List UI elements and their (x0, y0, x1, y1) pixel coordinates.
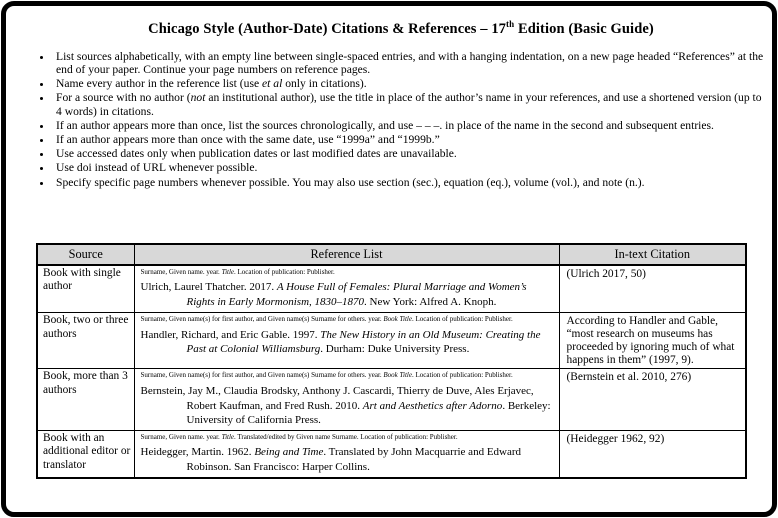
table-header-row (37, 244, 746, 265)
guideline-item: • If an author appears more than once with the same date, use “1999a” and “1999b.” (53, 133, 766, 146)
citation-format-template: Surname, Given name. year. Title. Translated/edited by Given name Surname. Location of publication: Publisher. (140, 433, 458, 442)
table-row-book-editor-translator (37, 431, 746, 478)
source-type-cell: Book with single author (37, 265, 134, 313)
guideline-item: • List sources alphabetically, with an empty line between single-spaced entries, and with a hanging indentation, on a new page headed “References” at the end of your paper. Continue your page numbers on reference pages. (53, 50, 766, 76)
column-header-intext-citation: In-text Citation (559, 244, 746, 265)
citation-table (36, 243, 747, 479)
reference-entry: Heidegger, Martin. 1962. Being and Time. Translated by John Macquarrie and Edward Robinson. San Francisco: Harper Collins. (140, 446, 522, 474)
intext-citation-cell: According to Handler and Gable, “most research on museums has proceeded by ignoring much of what happens in them” (1997, 9). (559, 313, 746, 369)
citation-format-template: Surname, Given name(s) for first author, and Given name(s) Surname for others. year. Book Title. Location of publication: Publisher. (140, 315, 513, 324)
table-row-book-single-author (37, 265, 746, 313)
page-title: Chicago Style (Author-Date) Citations & References – 17th Edition (Basic Guide) (148, 19, 654, 37)
reference-list-cell (134, 369, 559, 431)
reference-entry: Bernstein, Jay M., Claudia Brodsky, Anthony J. Cascardi, Thierry de Duve, Ales Erjavec, Robert Kaufman, and Fred Rush. 2010. Art and Aesthetics after Adorno. Berkeley: University of California Press. (140, 384, 551, 427)
guideline-item: • Name every author in the reference list (use et al only in citations). (53, 77, 766, 90)
column-header-reference-list: Reference List (134, 244, 559, 265)
citation-format-template: Surname, Given name. year. Title. Location of publication: Publisher. (140, 267, 335, 276)
reference-entry: Ulrich, Laurel Thatcher. 2017. A House Full of Females: Plural Marriage and Women’s Rights in Early Mormonism, 1830–1870. New York: Alfred A. Knoph. (140, 281, 527, 308)
intext-citation-cell: (Heidegger 1962, 92) (559, 431, 746, 478)
reference-entry: Handler, Richard, and Eric Gable. 1997. The New History in an Old Museum: Creating the Past at Colonial Williamsburg. Durham: Duke University Press. (140, 328, 541, 356)
table-row-book-two-three-authors (37, 313, 746, 369)
table-row-book-more-than-3-authors (37, 369, 746, 431)
source-type-cell: Book, more than 3 authors (37, 369, 134, 431)
intext-citation-cell: (Ulrich 2017, 50) (559, 265, 746, 313)
guideline-item: • Specify specific page numbers whenever possible. You may also use section (sec.), equation (eq.), volume (vol.), and note (n.). (53, 176, 766, 189)
reference-list-cell (134, 313, 559, 369)
citation-format-template: Surname, Given name(s) for first author, and Given name(s) Surname for others. year. Book Title. Location of publication: Publisher. (140, 371, 513, 380)
intext-citation-cell: (Bernstein et al. 2010, 276) (559, 369, 746, 431)
column-header-source: Source (37, 244, 134, 265)
guideline-item: • Use doi instead of URL whenever possible. (53, 161, 766, 174)
guideline-item: • For a source with no author (not an institutional author), use the title in place of the author’s name in your references, and use a shortened version (up to 4 words) in citations. (53, 91, 766, 117)
guideline-item: • Use accessed dates only when publication dates or last modified dates are unavailable. (53, 147, 766, 160)
reference-list-cell (134, 431, 559, 478)
source-type-cell: Book, two or three authors (37, 313, 134, 369)
source-type-cell: Book with an additional editor or translator (37, 431, 134, 478)
guideline-list (36, 50, 766, 189)
reference-list-cell (134, 265, 559, 313)
guideline-item: • If an author appears more than once, list the sources chronologically, and use – – –. in place of the name in the second and subsequent entries. (53, 119, 766, 132)
